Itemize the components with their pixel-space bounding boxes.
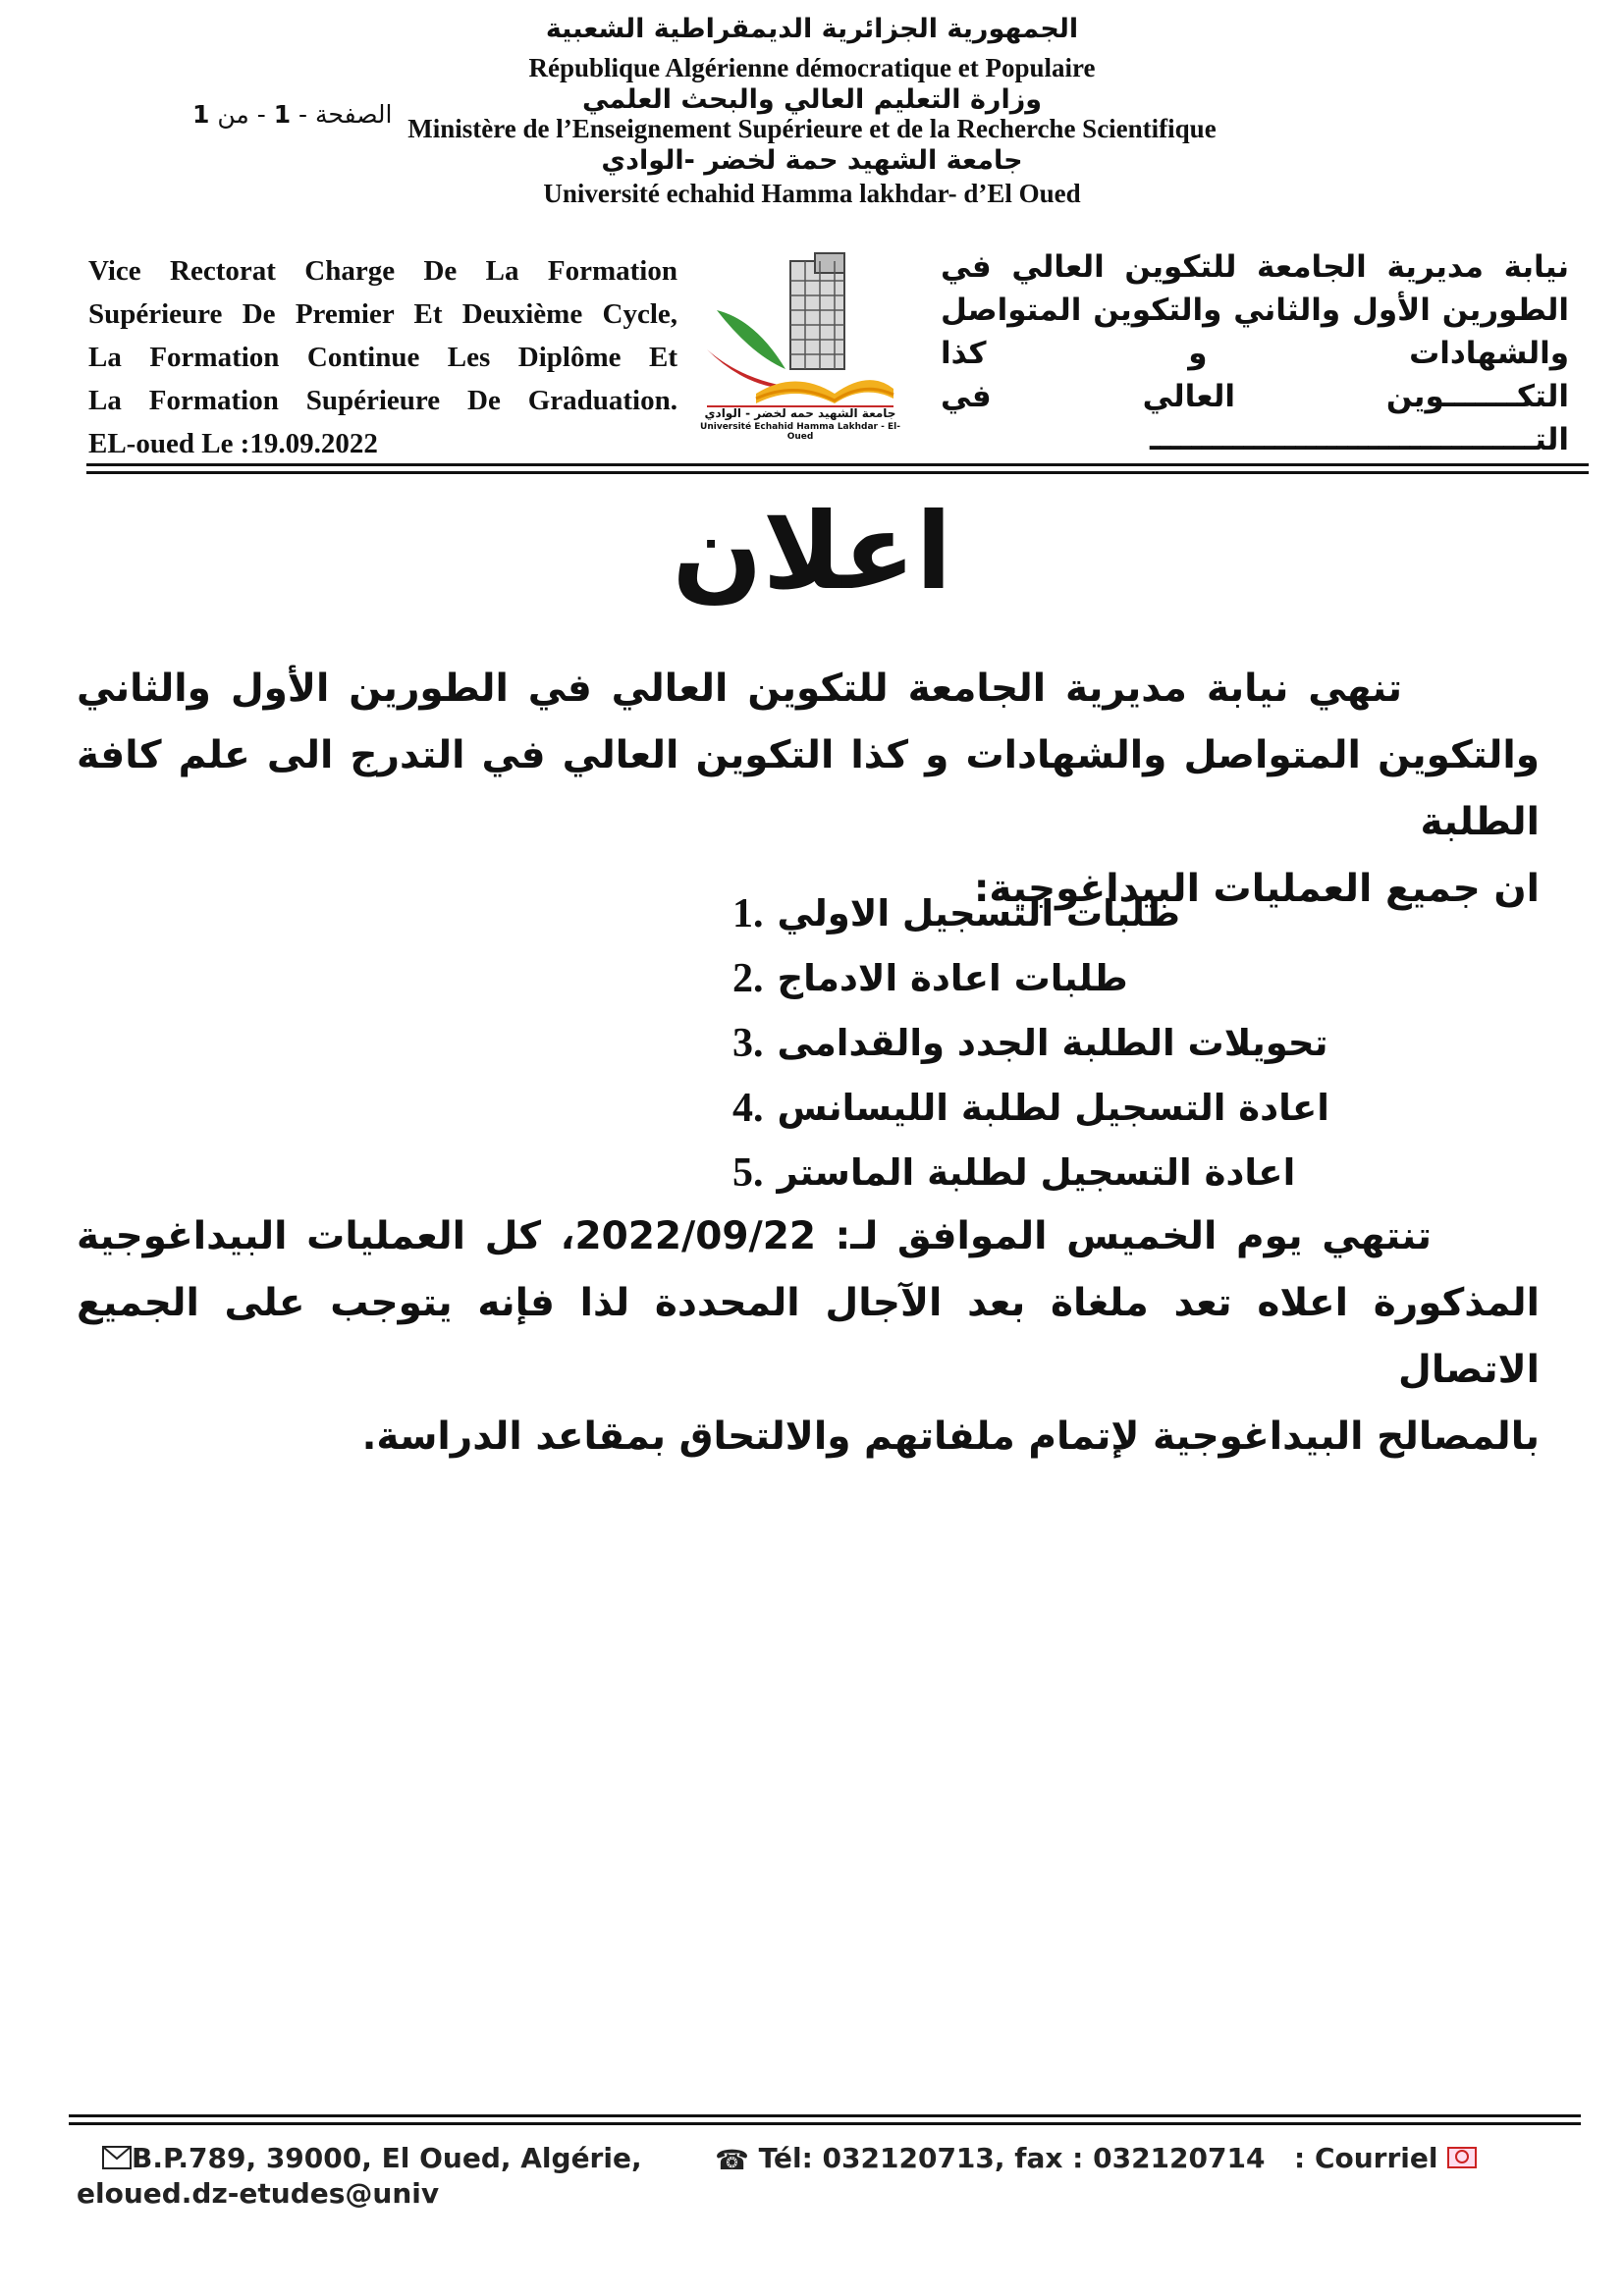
telephone-icon: ☎: [715, 2143, 749, 2176]
address-text: B.P.789, 39000, El Oued, Algérie,: [132, 2142, 642, 2174]
footer-phone: [715, 2142, 1265, 2176]
left-line: Supérieure De Premier Et Deuxième Cycle,: [88, 298, 677, 330]
logo-name-fr: Université Echahid Hamma Lakhdar - El-Oued: [700, 422, 900, 442]
list-item: [732, 1141, 1329, 1205]
list-text: اعادة التسجيل لطلبة الماستر: [777, 1151, 1296, 1194]
list-number: 4.: [731, 1086, 764, 1131]
page-number: الصفحة - 1 - من 1: [192, 100, 393, 129]
logo-name-ar: جامعة الشهيد حمه لخضر - الوادي: [704, 406, 896, 420]
republic-ar: الجمهورية الجزائرية الديمقراطية الشعبية: [545, 14, 1079, 44]
right-line: الطورين الأول والثاني والتكوين المتواصل: [941, 293, 1569, 328]
ministry-fr: Ministère de l’Enseignement Supérieure et de la Recherche Scientifique: [407, 114, 1217, 143]
announcement-title: اعلان: [672, 491, 952, 614]
paragraph-line: المذكورة اعلاه تعد ملغاة بعد الآجال المحددة لذا فإنه يتوجب على الجميع الاتصال: [77, 1281, 1540, 1392]
vice-rectorat-block: [88, 249, 677, 465]
university-ar: جامعة الشهيد حمة لخضر -الوادي: [601, 145, 1023, 176]
list-item: [732, 946, 1329, 1011]
list-number: 2.: [731, 956, 764, 1001]
document-date: EL-oued Le :19.09.2022: [88, 428, 378, 459]
list-item: [732, 1076, 1329, 1141]
list-text: اعادة التسجيل لطلبة الليسانس: [777, 1087, 1329, 1129]
paragraph-line: تنتهي يوم الخميس الموافق لـ: 2022/09/22، كل العمليات البيداغوجية: [77, 1214, 1432, 1258]
republic-fr: République Algérienne démocratique et Populaire: [528, 53, 1096, 82]
list-number: 3.: [731, 1021, 764, 1066]
list-number: 1.: [731, 891, 764, 936]
page-total: 1: [192, 100, 210, 129]
right-line: نيابة مديرية الجامعة للتكوين العالي في: [941, 249, 1569, 285]
left-line: Vice Rectorat Charge De La Formation: [88, 255, 677, 287]
footer-divider: [69, 2122, 1581, 2125]
page-sep: من: [217, 100, 249, 129]
deadline-paragraph: [77, 1203, 1540, 1470]
paragraph-line: بالمصالح البيداغوجية لإتمام ملفاتهم والالتحاق بمقاعد الدراسة.: [361, 1415, 1540, 1459]
paragraph-line: ان جميع العمليات البيداغوجية:: [973, 867, 1540, 911]
list-number: 5.: [731, 1150, 764, 1196]
list-text: تحويلات الطلبة الجدد والقدامى: [777, 1022, 1328, 1064]
footer-mail: [1294, 2142, 1477, 2176]
footer-divider: [69, 2114, 1581, 2117]
right-line: والشهادات و كذا: [941, 336, 1569, 371]
header-divider: [86, 463, 1589, 466]
page-label: الصفحة: [315, 100, 393, 129]
paragraph-line: تنهي نيابة مديرية الجامعة للتكوين العالي في الطورين الأول والثاني: [77, 667, 1402, 711]
university-fr: Université echahid Hamma lakhdar- d’El Oued: [543, 179, 1081, 208]
direction-block: [941, 245, 1569, 461]
page-current: 1: [273, 100, 292, 129]
paragraph-line: والتكوين المتواصل والشهادات و كذا التكوين العالي في التدرج الى علم كافة الطلبة: [77, 733, 1540, 844]
list-text: طلبات اعادة الادماج: [777, 957, 1128, 999]
left-line: La Formation Supérieure De Graduation.: [88, 385, 677, 416]
list-item: [732, 881, 1329, 946]
header-divider: [86, 471, 1589, 474]
ministry-ar: وزارة التعليم العالي والبحث العلمي: [581, 84, 1043, 115]
mail-label: : Courriel: [1294, 2142, 1438, 2174]
footer-email[interactable]: eloued.dz-etudes@univ: [77, 2177, 440, 2210]
right-line: التكـــــــوين العالي في: [941, 379, 1569, 414]
envelope-icon: [102, 2144, 132, 2176]
right-line: التـــــــــــــــــــــــــــــــــــــ: [1150, 422, 1569, 457]
phone-text: Tél: 032120713, fax : 032120714: [758, 2142, 1266, 2174]
list-item: [732, 1011, 1329, 1076]
footer-address: [102, 2142, 642, 2176]
university-logo: [697, 251, 903, 442]
left-line: La Formation Continue Les Diplôme Et: [88, 342, 677, 373]
list-text: طلبات التسجيل الاولي: [777, 892, 1181, 934]
email-icon: [1447, 2144, 1477, 2176]
operations-list: [732, 881, 1329, 1205]
